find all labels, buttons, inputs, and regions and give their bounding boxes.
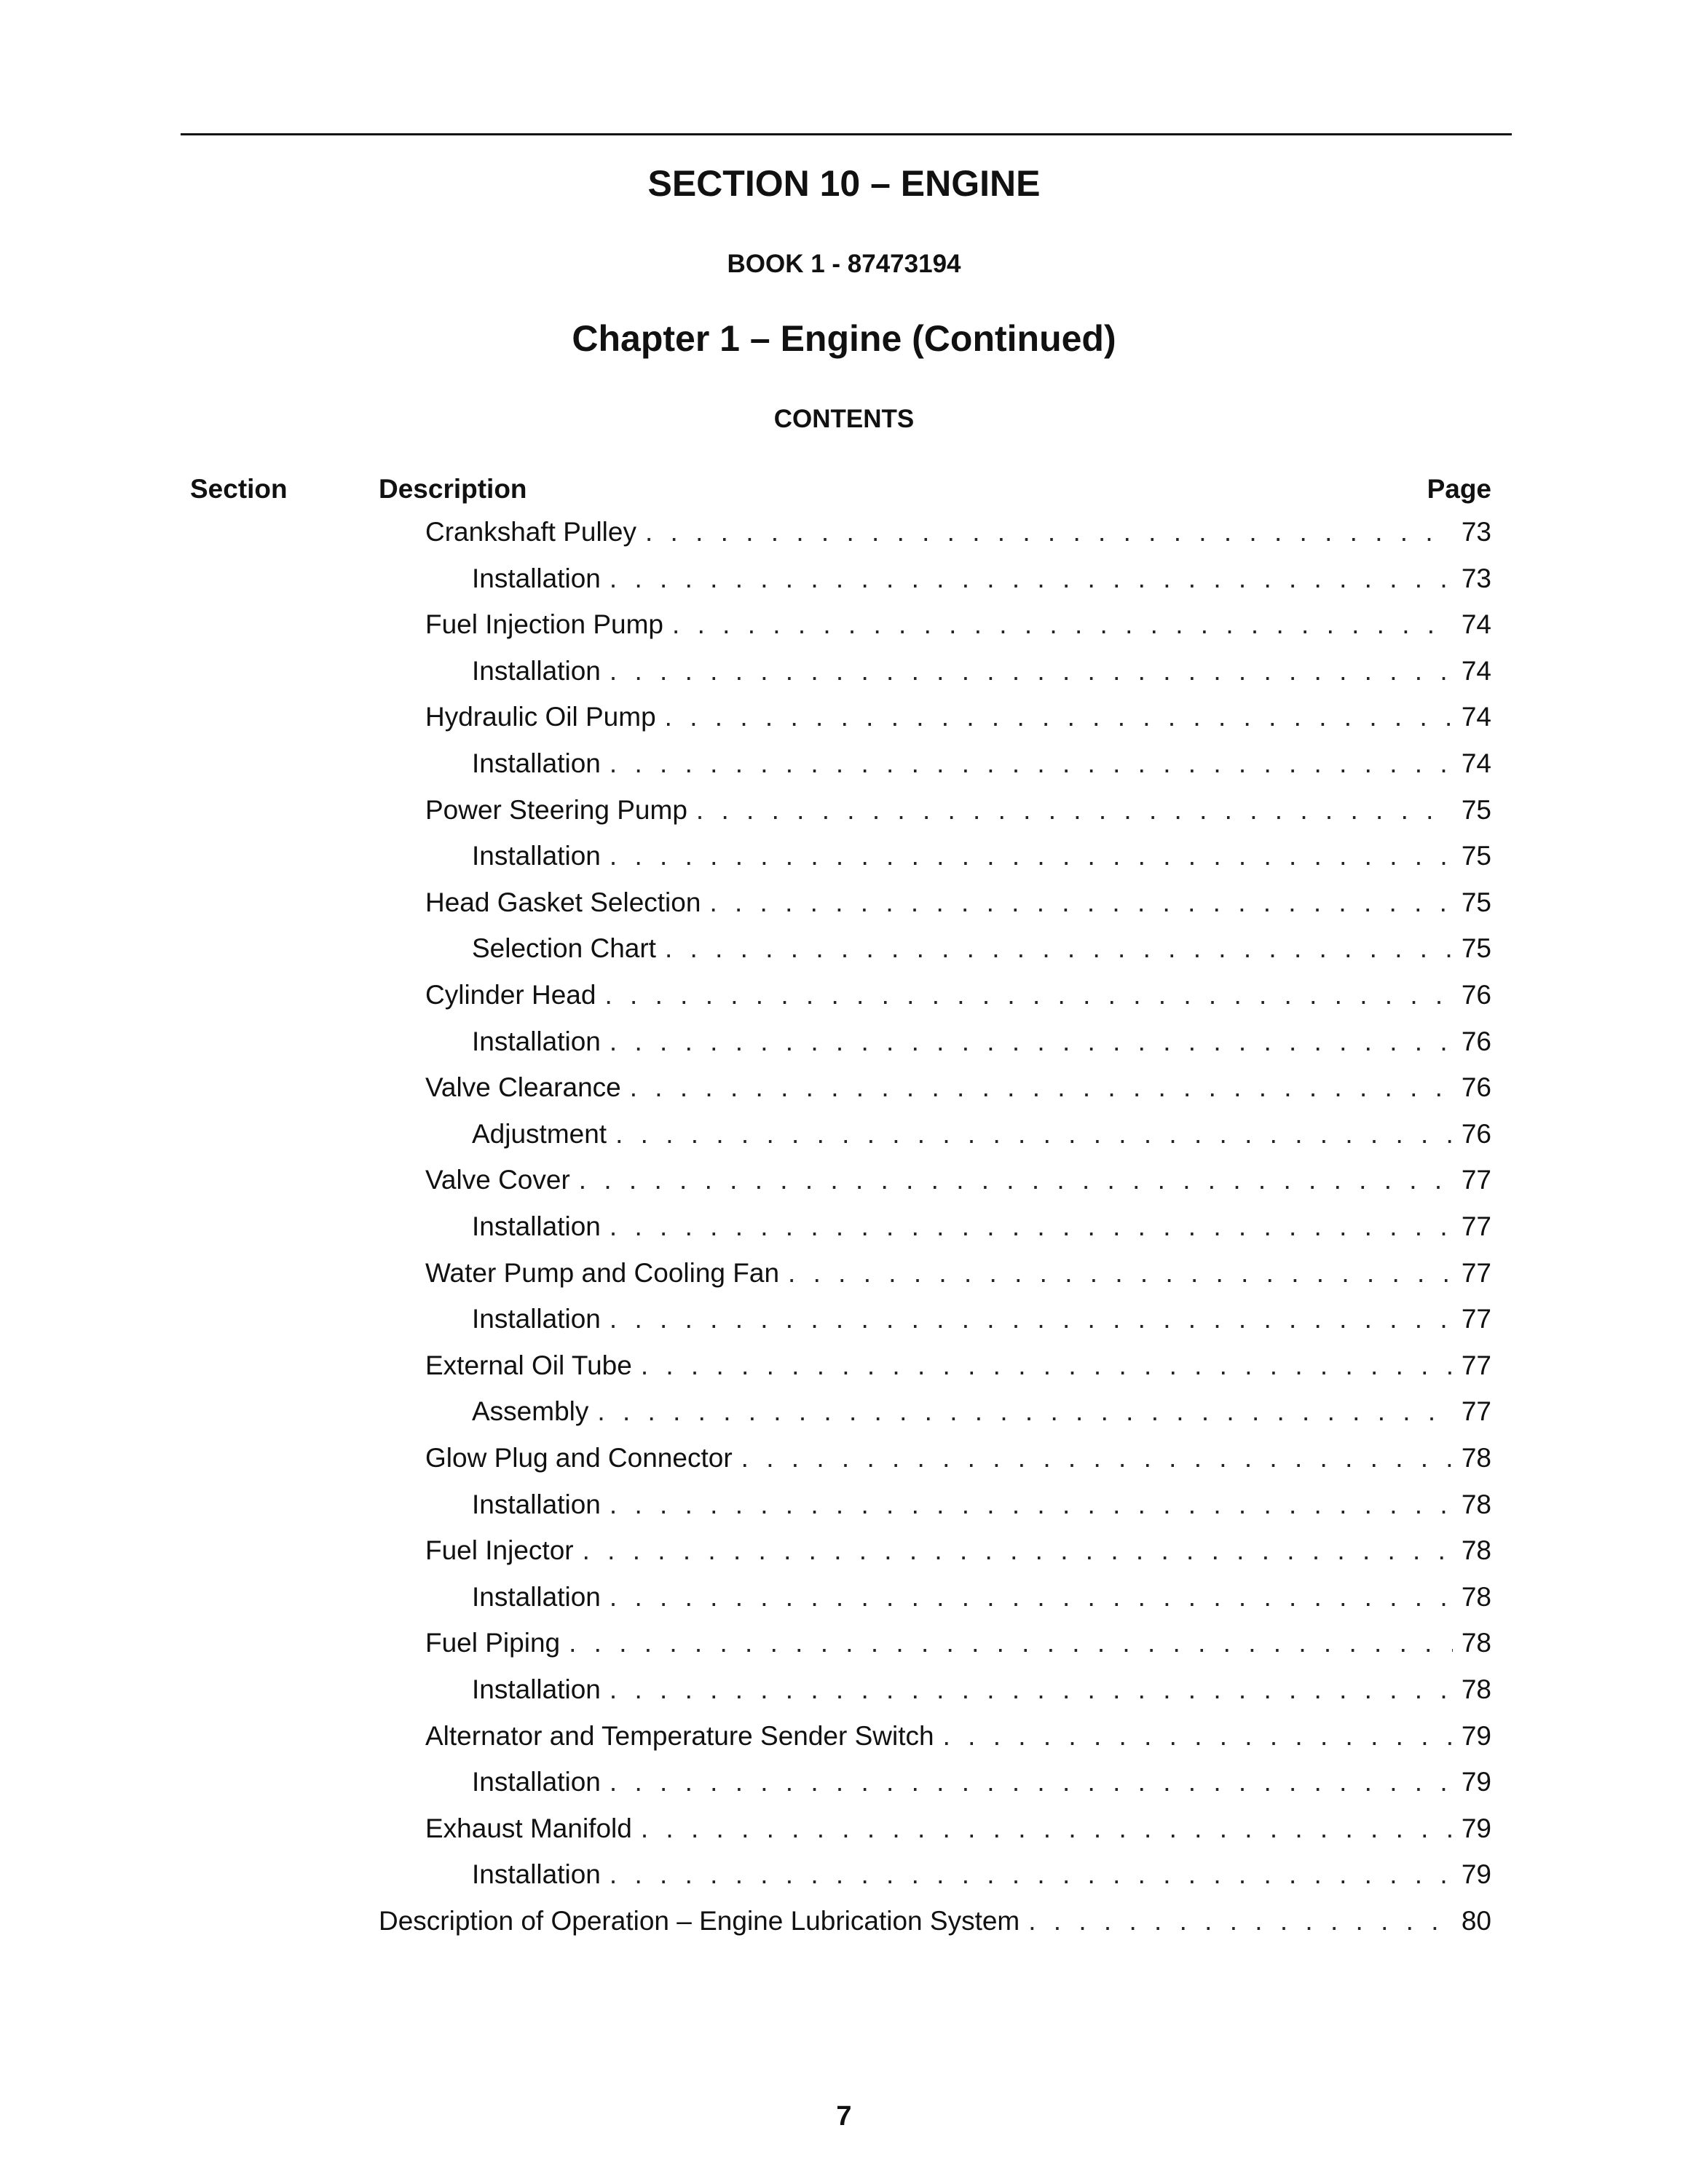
toc-entry bbox=[425, 1722, 1491, 1769]
top-rule bbox=[181, 133, 1512, 135]
toc-entry bbox=[425, 1352, 1491, 1398]
toc-entry-label: Selection Chart bbox=[472, 933, 656, 964]
toc-entry-page: 77 bbox=[1461, 1257, 1491, 1288]
toc-entry-label: Installation bbox=[472, 563, 601, 593]
dot-leader bbox=[645, 518, 1453, 545]
dot-leader bbox=[610, 1861, 1453, 1888]
toc-entry bbox=[472, 1398, 1491, 1444]
toc-entry-page: 73 bbox=[1461, 563, 1491, 593]
toc-entry-page: 75 bbox=[1461, 887, 1491, 917]
dot-leader bbox=[569, 1629, 1453, 1656]
dot-leader bbox=[610, 1583, 1453, 1610]
toc-entry bbox=[379, 1907, 1491, 1954]
dot-leader bbox=[610, 842, 1453, 869]
toc-entry bbox=[425, 1259, 1491, 1306]
dot-leader bbox=[943, 1722, 1453, 1749]
toc-entry-page: 78 bbox=[1461, 1628, 1491, 1658]
toc-entry-label: Cylinder Head bbox=[425, 980, 596, 1010]
toc-entry bbox=[472, 1583, 1491, 1630]
toc-entry-page: 80 bbox=[1461, 1906, 1491, 1936]
toc-entry-label: Installation bbox=[472, 748, 601, 778]
toc-entry-page: 74 bbox=[1461, 609, 1491, 640]
dot-leader bbox=[579, 1166, 1453, 1193]
toc-entry-label: Alternator and Temperature Sender Switch bbox=[425, 1720, 934, 1751]
toc-entry-page: 78 bbox=[1461, 1535, 1491, 1566]
dot-leader bbox=[709, 889, 1452, 916]
toc-entry-page: 78 bbox=[1461, 1443, 1491, 1473]
dot-leader bbox=[610, 1768, 1453, 1795]
contents-title: CONTENTS bbox=[773, 405, 915, 433]
toc-entry-page: 79 bbox=[1461, 1813, 1491, 1843]
dot-leader bbox=[630, 1074, 1453, 1101]
toc-entry-page: 74 bbox=[1461, 655, 1491, 686]
dot-leader bbox=[610, 1305, 1453, 1332]
dot-leader bbox=[1028, 1907, 1453, 1934]
toc-entry-page: 78 bbox=[1461, 1674, 1491, 1704]
dot-leader bbox=[610, 657, 1453, 684]
toc-entry bbox=[425, 1815, 1491, 1861]
toc-entry bbox=[472, 935, 1491, 981]
toc-entry-page: 76 bbox=[1461, 1072, 1491, 1103]
toc-entry-page: 74 bbox=[1461, 702, 1491, 732]
section-title: SECTION 10 – ENGINE bbox=[647, 163, 1041, 204]
toc-entry-label: Installation bbox=[472, 1581, 601, 1612]
dot-leader bbox=[665, 703, 1453, 730]
toc-entry bbox=[472, 657, 1491, 704]
toc-entry-label: Installation bbox=[472, 1489, 601, 1519]
dot-leader bbox=[610, 565, 1453, 592]
toc-entry-page: 79 bbox=[1461, 1859, 1491, 1890]
toc-entry bbox=[425, 1444, 1491, 1491]
toc-entry-page: 77 bbox=[1461, 1304, 1491, 1334]
toc-entry-label: Glow Plug and Connector bbox=[425, 1443, 733, 1473]
toc-entry-label: Water Pump and Cooling Fan bbox=[425, 1257, 780, 1288]
dot-leader bbox=[610, 1028, 1453, 1055]
dot-leader bbox=[672, 611, 1453, 638]
toc-entry-label: Exhaust Manifold bbox=[425, 1813, 632, 1843]
dot-leader bbox=[610, 1676, 1453, 1703]
toc-entry-page: 76 bbox=[1461, 1026, 1491, 1056]
column-header-section: Section bbox=[190, 474, 288, 504]
toc-entry-page: 75 bbox=[1461, 841, 1491, 871]
toc-entry-page: 78 bbox=[1461, 1489, 1491, 1519]
toc-entry-label: Hydraulic Oil Pump bbox=[425, 702, 656, 732]
toc-entry bbox=[425, 889, 1491, 935]
toc-entry bbox=[472, 1028, 1491, 1075]
toc-entry-page: 74 bbox=[1461, 748, 1491, 778]
toc-entry bbox=[472, 750, 1491, 796]
toc-entry-page: 75 bbox=[1461, 933, 1491, 964]
dot-leader bbox=[741, 1444, 1453, 1471]
chapter-title: Chapter 1 – Engine (Continued) bbox=[572, 318, 1116, 359]
toc-entry-label: Valve Cover bbox=[425, 1165, 570, 1195]
toc-entry-page: 77 bbox=[1461, 1211, 1491, 1241]
dot-leader bbox=[610, 1491, 1453, 1518]
toc-entry-page: 77 bbox=[1461, 1396, 1491, 1427]
dot-leader bbox=[610, 1213, 1453, 1240]
dot-leader bbox=[615, 1120, 1453, 1147]
toc-entry bbox=[472, 1213, 1491, 1259]
toc-entry-label: Installation bbox=[472, 841, 601, 871]
toc-entry-page: 75 bbox=[1461, 794, 1491, 825]
toc-entry-page: 79 bbox=[1461, 1767, 1491, 1797]
dot-leader bbox=[583, 1537, 1453, 1564]
toc-entry bbox=[472, 565, 1491, 612]
toc-entry-page: 76 bbox=[1461, 980, 1491, 1010]
column-header-description: Description bbox=[379, 474, 527, 504]
toc-entry bbox=[425, 1166, 1491, 1213]
toc-entry bbox=[425, 1537, 1491, 1583]
toc-entry-page: 76 bbox=[1461, 1118, 1491, 1149]
dot-leader bbox=[665, 935, 1453, 962]
toc-entry-label: Valve Clearance bbox=[425, 1072, 621, 1103]
toc-entry-label: Installation bbox=[472, 1767, 601, 1797]
toc-entry bbox=[425, 981, 1491, 1028]
toc-entry bbox=[472, 1861, 1491, 1907]
toc-entry-label: Fuel Injector bbox=[425, 1535, 574, 1566]
toc-entry-page: 73 bbox=[1461, 517, 1491, 547]
toc-entry-label: Installation bbox=[472, 1211, 601, 1241]
toc-entry-page: 77 bbox=[1461, 1350, 1491, 1380]
book-title: BOOK 1 - 87473194 bbox=[727, 250, 961, 278]
toc-entry-page: 79 bbox=[1461, 1720, 1491, 1751]
dot-leader bbox=[696, 796, 1453, 823]
toc-entry bbox=[425, 796, 1491, 843]
toc-entry-label: Installation bbox=[472, 655, 601, 686]
toc-entry bbox=[472, 1305, 1491, 1352]
dot-leader bbox=[641, 1352, 1453, 1379]
toc-entry bbox=[472, 1676, 1491, 1722]
toc-entry bbox=[472, 1120, 1491, 1167]
dot-leader bbox=[641, 1815, 1453, 1842]
column-header-page: Page bbox=[1427, 474, 1491, 504]
dot-leader bbox=[788, 1259, 1453, 1286]
toc-entry bbox=[472, 1768, 1491, 1815]
toc-entry bbox=[425, 703, 1491, 750]
toc-entry bbox=[425, 611, 1491, 657]
toc-entry-label: Installation bbox=[472, 1674, 601, 1704]
dot-leader bbox=[597, 1398, 1452, 1425]
toc-entry bbox=[472, 1491, 1491, 1538]
toc-entry-label: Description of Operation – Engine Lubrication System bbox=[379, 1906, 1020, 1936]
toc-entry bbox=[472, 842, 1491, 889]
toc-entry-page: 78 bbox=[1461, 1581, 1491, 1612]
toc-entry-label: Crankshaft Pulley bbox=[425, 517, 636, 547]
toc-entry bbox=[425, 1629, 1491, 1676]
toc-entry-label: Power Steering Pump bbox=[425, 794, 687, 825]
page-number: 7 bbox=[836, 2101, 852, 2132]
toc-entry bbox=[425, 1074, 1491, 1120]
toc-entry-label: Installation bbox=[472, 1026, 601, 1056]
toc-entry-label: Head Gasket Selection bbox=[425, 887, 701, 917]
toc-entry-label: Installation bbox=[472, 1859, 601, 1890]
dot-leader bbox=[604, 981, 1452, 1008]
toc-entry-page: 77 bbox=[1461, 1165, 1491, 1195]
toc-entry bbox=[425, 518, 1491, 565]
toc-entry-label: Fuel Piping bbox=[425, 1628, 561, 1658]
toc-entry-label: Assembly bbox=[472, 1396, 589, 1427]
toc-entry-label: External Oil Tube bbox=[425, 1350, 632, 1380]
toc-entry-label: Installation bbox=[472, 1304, 601, 1334]
toc-entry-label: Fuel Injection Pump bbox=[425, 609, 664, 640]
toc-entry-label: Adjustment bbox=[472, 1118, 607, 1149]
dot-leader bbox=[610, 750, 1453, 777]
